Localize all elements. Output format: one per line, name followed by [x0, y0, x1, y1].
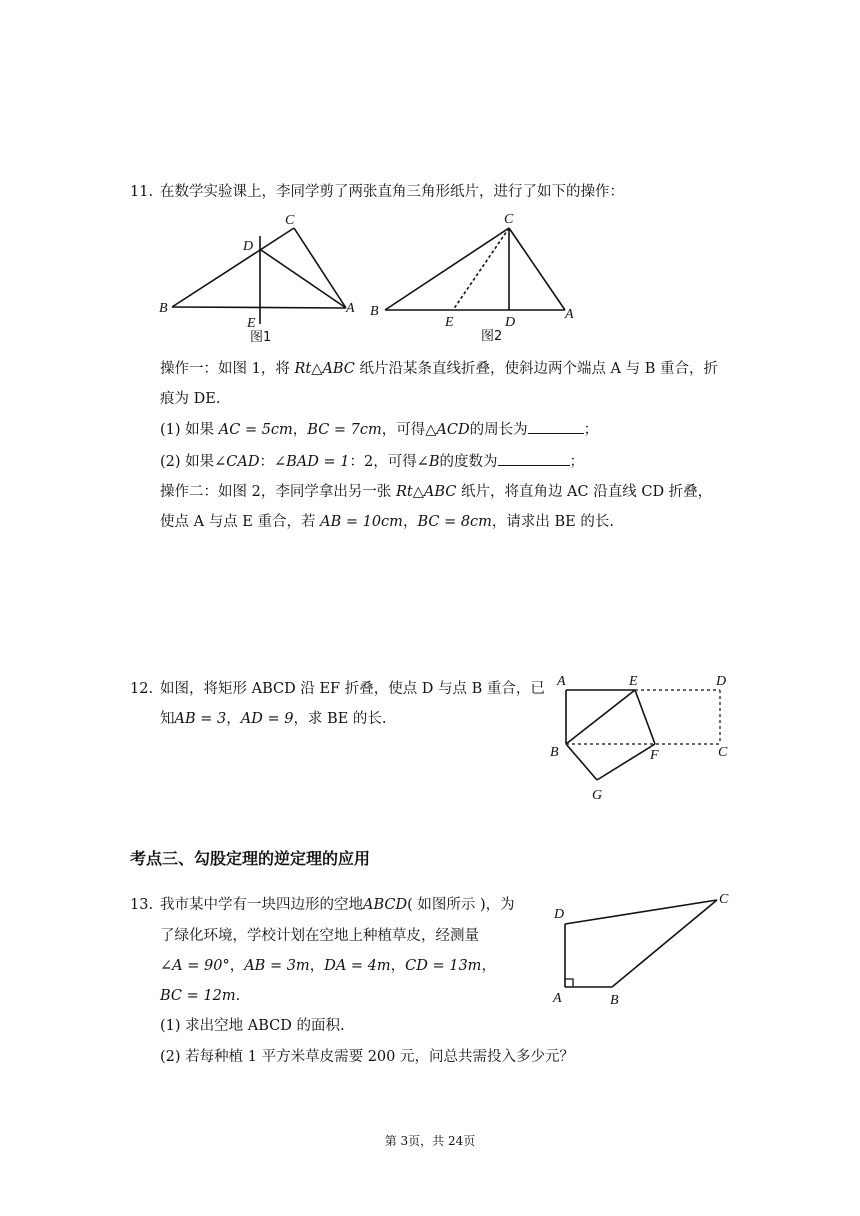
- figure-q13-quadrilateral: [545, 884, 745, 1009]
- q11-operation2-line2: 使点 A 与点 E 重合，若 AB = 10cm，BC = 8cm，请求出 BE 的长.: [160, 514, 614, 530]
- section-heading: 考点三、勾股定理的逆定理的应用: [130, 849, 371, 868]
- fig1-label-e: E: [247, 316, 256, 331]
- q13-subquestion-2: (2) 若每种植 1 平方米草皮需要 200 元，问总共需投入多少元？: [160, 1049, 574, 1065]
- q11-part2-answer-blank[interactable]: [498, 451, 570, 466]
- q11-part1: (1) 如果 AC = 5cm，BC = 7cm，可得△ACD的周长为 ；: [160, 419, 598, 441]
- fig13-label-b: B: [610, 993, 619, 1008]
- fig13-segment-dc: [565, 900, 717, 924]
- fig12-label-e: E: [629, 674, 638, 689]
- fig13-segment-bc: [612, 900, 717, 987]
- fig2-segment-bc: [385, 228, 509, 310]
- q11-part2: (2) 如果∠CAD：∠BAD = 1：2，可得∠B的度数为 ；: [160, 451, 584, 473]
- fig12-segment-be: [566, 690, 635, 744]
- q11-operation1-line2: 痕为 DE.: [160, 391, 221, 407]
- figure-2: [365, 208, 580, 348]
- fig1-segment-da: [261, 250, 346, 308]
- q11-operation2-line1: 操作二：如图 2，李同学拿出另一张 Rt△ABC 纸片，将直角边 AC 沿直线 CD 折叠，: [160, 484, 713, 500]
- q13-line4: BC = 12m.: [160, 988, 241, 1004]
- fig1-label-a: A: [346, 301, 355, 316]
- fig1-label-c: C: [285, 213, 295, 228]
- fig2-segment-ce: [453, 228, 509, 310]
- fig1-caption: 图1: [250, 330, 272, 345]
- q11-part1-answer-blank[interactable]: [528, 419, 584, 434]
- fig13-label-d: D: [554, 907, 565, 922]
- fig12-label-g: G: [592, 788, 603, 803]
- fig1-segment-ca: [294, 228, 346, 308]
- fig12-label-a: A: [557, 674, 566, 689]
- q13-line3: ∠A = 90°，AB = 3m，DA = 4m，CD = 13m，: [160, 958, 496, 974]
- page-footer: 第 3页，共 24页: [384, 1134, 476, 1148]
- fig12-label-f: F: [650, 748, 659, 763]
- q13-subquestion-1: (1) 求出空地 ABCD 的面积.: [160, 1018, 345, 1034]
- q13-line2: 了绿化环境，学校计划在空地上种植草皮，经测量: [160, 928, 479, 944]
- q11-operation1-line1: 操作一：如图 1，将 Rt△ABC 纸片沿某条直线折叠，使斜边两个端点 A 与 B 重合，折: [160, 361, 719, 377]
- fig2-label-d: D: [505, 315, 516, 330]
- q13-line1: 我市某中学有一块四边形的空地ABCD( 如图所示 )，为: [160, 897, 515, 913]
- fig12-segment-bg: [566, 744, 597, 780]
- fig1-label-d: D: [243, 239, 254, 254]
- question-11-intro: 在数学实验课上，李同学剪了两张直角三角形纸片，进行了如下的操作：: [160, 184, 624, 200]
- fig1-segment-bc: [172, 228, 294, 307]
- question-11-number: 11.: [130, 184, 154, 200]
- figure-1: [150, 208, 365, 348]
- fig12-label-c: C: [718, 745, 728, 760]
- q12-line2: 知AB = 3，AD = 9，求 BE 的长.: [160, 711, 387, 727]
- fig2-segment-ca: [509, 228, 565, 310]
- fig12-label-b: B: [550, 745, 559, 760]
- fig12-label-d: D: [716, 674, 727, 689]
- fig12-segment-ef: [635, 690, 655, 744]
- fig12-segment-gf: [597, 744, 655, 780]
- fig13-label-c: C: [719, 892, 729, 907]
- q12-line1: 如图，将矩形 ABCD 沿 EF 折叠，使点 D 与点 B 重合，已: [160, 681, 545, 697]
- fig1-segment-ba: [172, 307, 346, 308]
- fig2-label-a: A: [565, 307, 574, 322]
- fig2-label-e: E: [445, 315, 454, 330]
- fig13-right-angle-mark: [565, 979, 573, 987]
- question-12-number: 12.: [130, 681, 154, 697]
- fig2-label-c: C: [504, 212, 514, 227]
- question-13-number: 13.: [130, 897, 154, 913]
- fig13-label-a: A: [553, 991, 562, 1006]
- fig2-label-b: B: [370, 304, 379, 319]
- fig1-label-b: B: [159, 301, 168, 316]
- figure-q12-rectangle-fold: [540, 668, 740, 808]
- fig2-caption: 图2: [481, 329, 503, 344]
